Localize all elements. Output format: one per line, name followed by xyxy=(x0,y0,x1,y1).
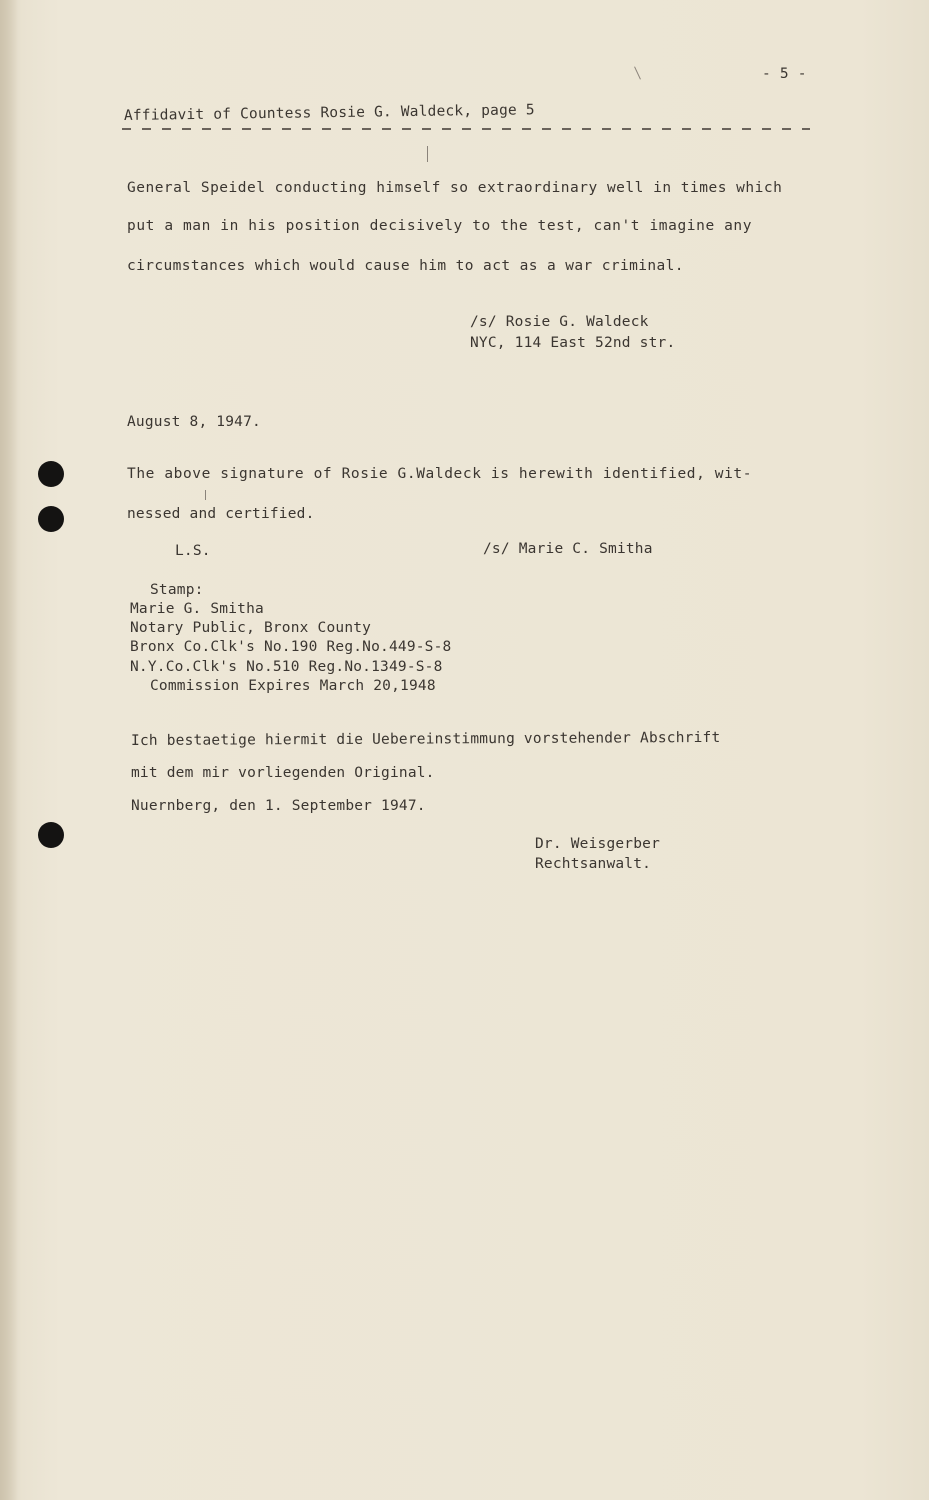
lawyer-title: Rechtsanwalt. xyxy=(535,856,652,872)
affidavit-date: August 8, 1947. xyxy=(127,414,261,430)
certification-line-2: nessed and certified. xyxy=(127,506,315,522)
stamp-label: Stamp: xyxy=(150,582,204,598)
stray-mark xyxy=(205,490,206,500)
notary-signature: /s/ Marie C. Smitha xyxy=(483,541,653,557)
seal-note: L.S. xyxy=(175,543,211,559)
attestation-line-2: mit dem mir vorliegenden Original. xyxy=(131,765,435,781)
stamp-line: Bronx Co.Clk's No.190 Reg.No.449-S-8 xyxy=(130,639,452,655)
header-dashed-rule xyxy=(122,128,810,130)
body-line-1: General Speidel conducting himself so extraordinary well in times which xyxy=(127,180,783,196)
body-line-2: put a man in his position decisively to the test, can't imagine any xyxy=(127,218,753,234)
punch-hole xyxy=(38,461,64,487)
place-and-date: Nuernberg, den 1. September 1947. xyxy=(131,798,426,814)
affiant-signature: /s/ Rosie G. Waldeck xyxy=(470,314,649,330)
stray-mark xyxy=(634,66,641,79)
certification-line-1: The above signature of Rosie G.Waldeck is herewith identified, wit- xyxy=(127,466,753,482)
affiant-address: NYC, 114 East 52nd str. xyxy=(470,335,676,351)
body-line-3: circumstances which would cause him to act as a war criminal. xyxy=(127,258,684,274)
punch-hole xyxy=(38,822,64,848)
stamp-line: Notary Public, Bronx County xyxy=(130,620,372,636)
stray-mark xyxy=(427,146,428,162)
stamp-line: N.Y.Co.Clk's No.510 Reg.No.1349-S-8 xyxy=(130,659,443,675)
stamp-line: Marie G. Smitha xyxy=(130,601,264,617)
lawyer-name: Dr. Weisgerber xyxy=(535,836,661,852)
stamp-expiry: Commission Expires March 20,1948 xyxy=(150,678,436,694)
page-number: - 5 - xyxy=(762,66,807,82)
document-header: Affidavit of Countess Rosie G. Waldeck, page 5 xyxy=(123,102,535,124)
attestation-line-1: Ich bestaetige hiermit die Uebereinstimmung vorstehender Abschrift xyxy=(130,729,721,749)
punch-hole xyxy=(38,506,64,532)
page-edge-shadow xyxy=(0,0,18,1500)
